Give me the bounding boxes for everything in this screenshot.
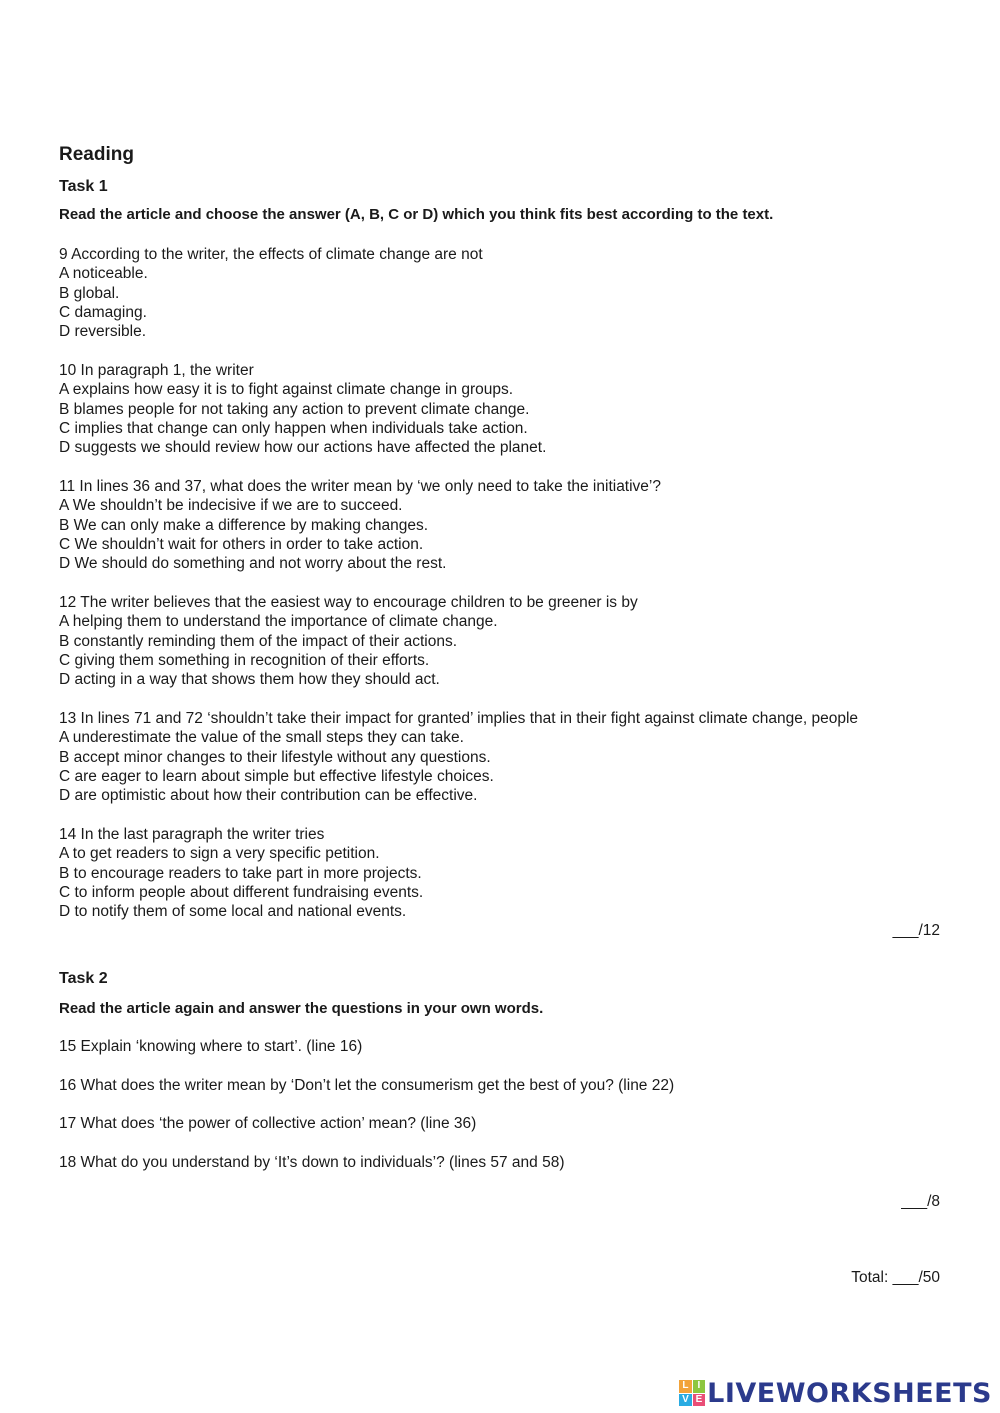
logo-letter: I: [693, 1380, 706, 1393]
option-a: A helping them to understand the importance of climate change.: [59, 613, 498, 631]
option-c: C damaging.: [59, 303, 147, 321]
total-score: Total: ___/50: [851, 1269, 940, 1286]
logo-letter: E: [693, 1394, 706, 1407]
question-stem: 10 In paragraph 1, the writer: [59, 362, 254, 379]
task1-instruction: Read the article and choose the answer (A, B, C or D) which you think fits best according to the text.: [59, 206, 774, 223]
option-c: C We shouldn’t wait for others in order to take action.: [59, 535, 424, 553]
question-14: [59, 825, 423, 921]
option-d: D We should do something and not worry about the rest.: [59, 555, 447, 573]
question-stem: 9 According to the writer, the effects of climate change are not: [59, 246, 483, 263]
option-c: C giving them something in recognition of their efforts.: [59, 651, 430, 669]
logo-letter: V: [679, 1394, 692, 1407]
question-stem: 12 The writer believes that the easiest way to encourage children to be greener is by: [59, 594, 638, 611]
question-16: 16 What does the writer mean by ‘Don’t let the consumerism get the best of you? (line 22): [59, 1077, 675, 1094]
option-b: B to encourage readers to take part in more projects.: [59, 864, 422, 882]
option-b: B We can only make a difference by making changes.: [59, 516, 429, 534]
question-stem: 11 In lines 36 and 37, what does the writer mean by ‘we only need to take the initiative’?: [59, 478, 661, 495]
option-d: D acting in a way that shows them how they should act.: [59, 671, 440, 689]
option-d: D to notify them of some local and national events.: [59, 903, 407, 921]
question-10: [59, 361, 546, 457]
option-b: B constantly reminding them of the impact of their actions.: [59, 632, 458, 650]
option-c: C implies that change can only happen when individuals take action.: [59, 419, 528, 437]
option-a: A underestimate the value of the small steps they can take.: [59, 729, 464, 747]
option-a: A We shouldn’t be indecisive if we are to succeed.: [59, 497, 403, 515]
option-a: A to get readers to sign a very specific petition.: [59, 845, 380, 863]
question-11: [59, 477, 661, 573]
option-a: A explains how easy it is to fight against climate change in groups.: [59, 381, 514, 399]
question-15: 15 Explain ‘knowing where to start’. (line 16): [59, 1038, 363, 1055]
question-9: [59, 245, 483, 341]
question-stem: 14 In the last paragraph the writer tries: [59, 826, 325, 843]
question-13: [59, 709, 858, 805]
liveworksheets-logo-icon: [679, 1380, 705, 1406]
logo-letter: L: [679, 1380, 692, 1393]
option-b: B accept minor changes to their lifestyle without any questions.: [59, 748, 491, 766]
logo-text: LIVEWORKSHEETS: [707, 1377, 992, 1409]
option-d: D suggests we should review how our actions have affected the planet.: [59, 439, 547, 457]
question-17: 17 What does ‘the power of collective action’ mean? (line 36): [59, 1115, 477, 1132]
option-b: B blames people for not taking any action to prevent climate change.: [59, 400, 530, 418]
task2-score: ___/8: [901, 1193, 940, 1210]
task2-instruction: Read the article again and answer the questions in your own words.: [59, 1000, 544, 1017]
question-18: 18 What do you understand by ‘It’s down to individuals’? (lines 57 and 58): [59, 1154, 565, 1171]
option-d: D are optimistic about how their contribution can be effective.: [59, 787, 478, 805]
question-12: [59, 593, 638, 689]
page-title: Reading: [59, 144, 134, 165]
option-d: D reversible.: [59, 323, 146, 341]
option-a: A noticeable.: [59, 265, 148, 283]
option-c: C to inform people about different fundraising events.: [59, 883, 424, 901]
task1-title: Task 1: [59, 178, 108, 195]
option-c: C are eager to learn about simple but effective lifestyle choices.: [59, 767, 494, 785]
question-stem: 13 In lines 71 and 72 ‘shouldn’t take their impact for granted’ implies that in their fight against climate change, people: [59, 710, 859, 727]
liveworksheets-logo: [679, 1378, 992, 1408]
task2-title: Task 2: [59, 970, 108, 987]
task1-score: ___/12: [892, 922, 940, 939]
option-b: B global.: [59, 284, 120, 302]
